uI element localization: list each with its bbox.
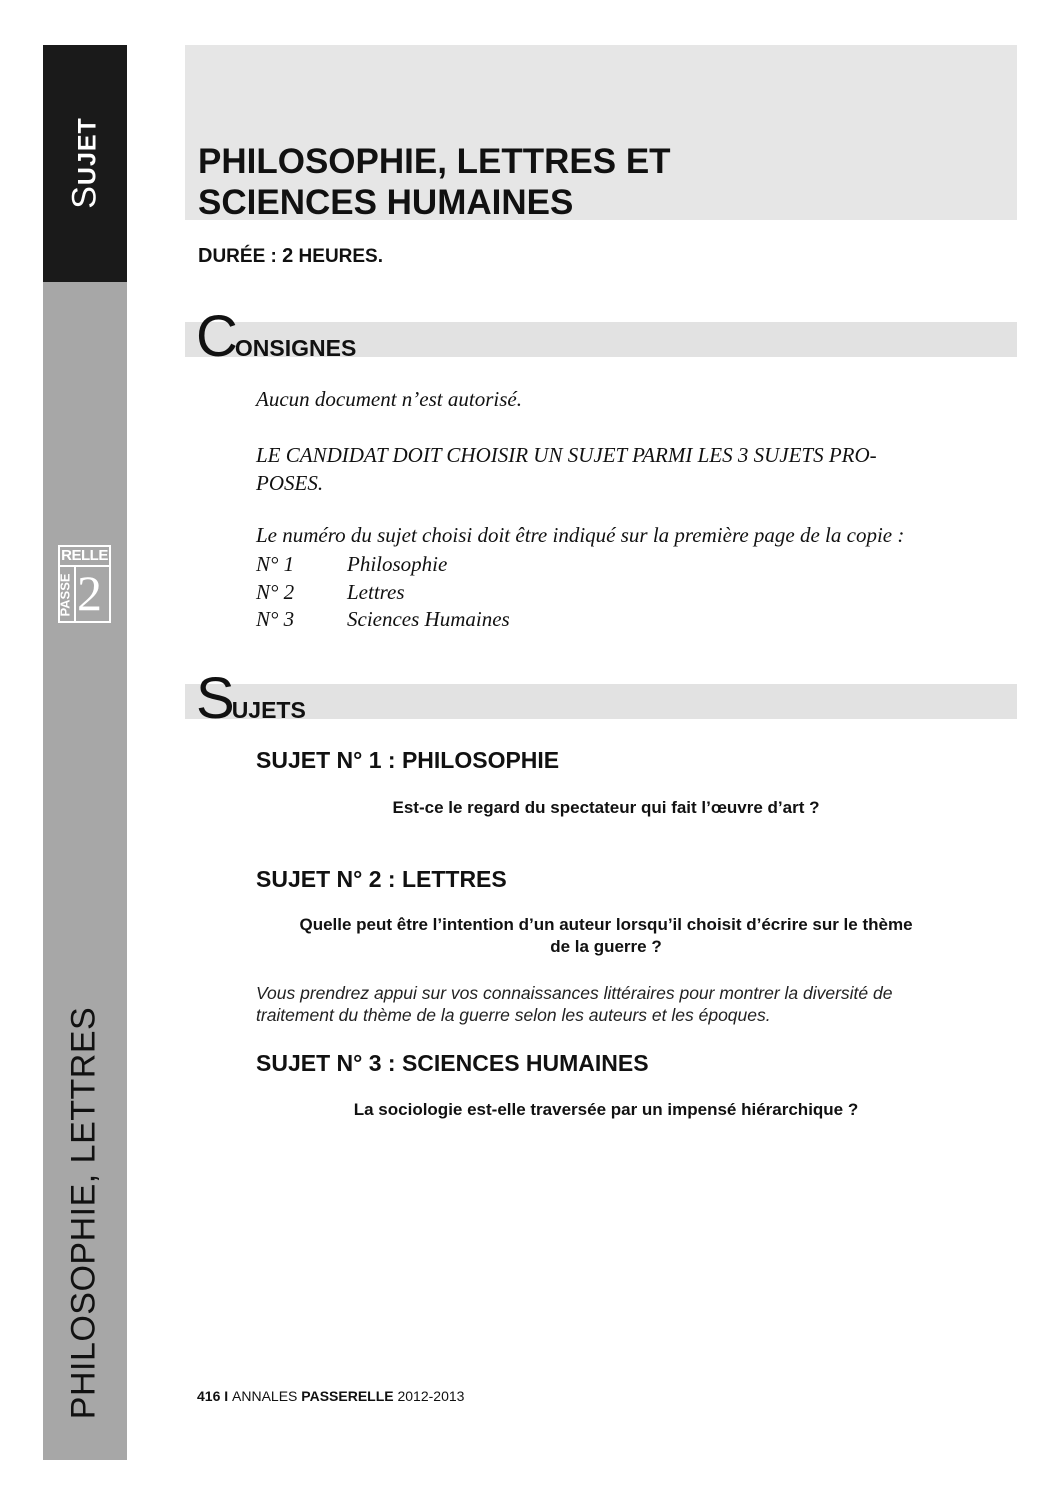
consignes-rest: ONSIGNES — [234, 335, 357, 361]
page-footer — [197, 1388, 464, 1404]
sujets-initial: S — [196, 666, 235, 731]
consignes-heading — [196, 304, 357, 369]
subject-2-question-line-2: de la guerre ? — [550, 937, 662, 956]
subject-3-title: SUJET N° 3 : SCIENCES HUMAINES — [256, 1050, 649, 1076]
page-title — [198, 141, 978, 223]
subject-1-question: Est-ce le regard du spectateur qui fait l’œuvre d’art ? — [392, 798, 820, 817]
sujets-header-bar — [185, 684, 1017, 719]
list-item — [256, 606, 510, 634]
sidebar-section-label — [66, 117, 105, 209]
logo-side-text: PASSE — [57, 573, 73, 617]
instruction-choose-line-2: POSES. — [256, 471, 324, 495]
choice-label: Sciences Humaines — [347, 607, 510, 631]
subject-3-question: La sociologie est-elle traversée par un impensé hiérarchique ? — [353, 1100, 859, 1119]
footer-brand: PASSERELLE — [301, 1388, 394, 1404]
title-line-1: PHILOSOPHIE, LETTRES ET — [198, 142, 671, 181]
footer-separator: I — [220, 1388, 233, 1404]
instruction-number: Le numéro du sujet choisi doit être indiqué sur la première page de la copie : — [256, 523, 905, 547]
sidebar-section-rest: UJET — [73, 117, 102, 186]
instruction-choose-subject — [256, 441, 956, 497]
duration-label: URÉE : — [212, 246, 283, 267]
logo-top-text: RELLE — [60, 547, 109, 567]
exam-duration — [198, 245, 383, 268]
sidebar-section-initial: S — [65, 185, 104, 209]
logo-divider — [74, 565, 76, 621]
instruction-no-documents: Aucun document n’est autorisé. — [256, 387, 522, 411]
consignes-initial: C — [196, 304, 238, 369]
choice-number: N° 1 — [256, 552, 295, 576]
title-line-2: SCIENCES HUMAINES — [198, 183, 574, 222]
sujets-heading — [196, 666, 306, 731]
duration-unit: HEURES. — [293, 246, 384, 267]
choice-label: Lettres — [347, 579, 405, 604]
footer-annales: ANNALES — [232, 1388, 302, 1404]
page-number: 416 — [197, 1388, 221, 1404]
subject-2-note: Vous prendrez appui sur vos connaissances littéraires pour montrer la diversité de traitement du thème de la guerre selon les auteurs et les époques. — [256, 983, 893, 1025]
list-item — [256, 551, 510, 579]
list-item — [256, 579, 510, 607]
subject-2-question-line-1: Quelle peut être l’intention d’un auteur lorsqu’il choisit d’écrire sur le thème — [299, 915, 913, 934]
subject-2-question — [256, 914, 956, 958]
sujets-rest: UJETS — [231, 697, 306, 723]
subject-choice-list — [256, 551, 510, 634]
choice-number: N° 3 — [256, 607, 295, 631]
instruction-choose-line-1: LE CANDIDAT DOIT CHOISIR UN SUJET PARMI LES 3 SUJETS PRO- — [256, 443, 877, 467]
choice-number: N° 2 — [256, 579, 295, 604]
sidebar-discipline-label: PHILOSOPHIE, LETTRES — [64, 1006, 103, 1420]
subject-2-title: SUJET N° 2 : LETTRES — [256, 866, 507, 892]
logo-number: 2 — [77, 565, 102, 621]
footer-years: 2012-2013 — [393, 1388, 465, 1404]
subject-1-title: SUJET N° 1 : PHILOSOPHIE — [256, 747, 560, 773]
duration-initial: D — [198, 245, 213, 267]
passerelle-logo — [58, 545, 111, 623]
choice-label: Philosophie — [347, 552, 448, 576]
duration-number: 2 — [282, 245, 294, 267]
